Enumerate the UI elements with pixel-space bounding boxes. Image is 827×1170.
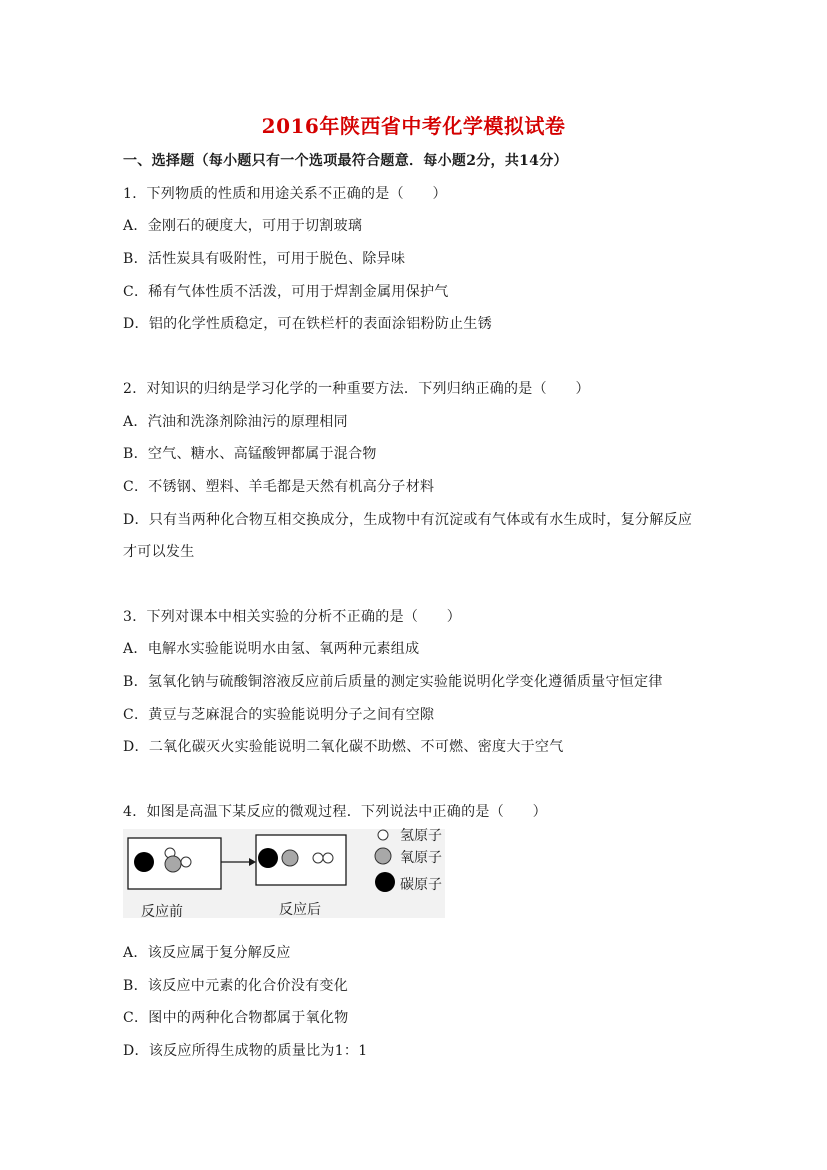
question-1-stem: 1．下列物质的性质和用途关系不正确的是（ ） [123, 186, 447, 202]
question-4-option-a: A．该反应属于复分解反应 [123, 945, 291, 961]
legend-oxygen-icon [375, 848, 391, 864]
carbon-atom-after [258, 848, 278, 868]
question-2-option-d-continued: 才可以发生 [123, 544, 195, 560]
question-2-option-a: A．汽油和洗涤剂除油污的原理相同 [123, 414, 348, 430]
section-heading: 一、选择题（每小题只有一个选项最符合题意．每小题2分，共14分） [123, 153, 568, 169]
question-1-option-a: A．金刚石的硬度大，可用于切割玻璃 [123, 218, 363, 234]
question-3-stem: 3．下列对课本中相关实验的分析不正确的是（ ） [123, 609, 462, 625]
hydrogen-atom-before-2 [181, 857, 191, 867]
question-2-option-c: C．不锈钢、塑料、羊毛都是天然有机高分子材料 [123, 479, 435, 495]
oxygen-atom-before [165, 856, 181, 872]
reaction-diagram [123, 829, 445, 918]
legend-oxygen-label: 氧原子 [400, 850, 442, 866]
question-4-option-c: C．图中的两种化合物都属于氧化物 [123, 1010, 349, 1026]
question-3-option-c: C．黄豆与芝麻混合的实验能说明分子之间有空隙 [123, 707, 435, 723]
before-label: 反应前 [141, 904, 183, 920]
question-4-option-d: D．该反应所得生成物的质量比为1：1 [123, 1043, 368, 1059]
carbon-atom-before [134, 852, 154, 872]
question-2-option-d: D．只有当两种化合物互相交换成分，生成物中有沉淀或有气体或有水生成时，复分解反应 [123, 512, 693, 528]
legend-carbon-label: 碳原子 [400, 877, 442, 893]
question-3-option-a: A．电解水实验能说明水由氢、氧两种元素组成 [123, 641, 420, 657]
question-2-stem: 2．对知识的归纳是学习化学的一种重要方法．下列归纳正确的是（ ） [123, 381, 590, 397]
question-1-option-d: D．铝的化学性质稳定，可在铁栏杆的表面涂铝粉防止生锈 [123, 316, 493, 332]
legend-hydrogen-label: 氢原子 [400, 828, 442, 844]
question-4-stem: 4．如图是高温下某反应的微观过程．下列说法中正确的是（ ） [123, 804, 547, 820]
question-2-option-b: B．空气、糖水、高锰酸钾都属于混合物 [123, 446, 377, 462]
after-label: 反应后 [279, 902, 321, 918]
legend-hydrogen-icon [378, 830, 388, 840]
question-4-option-b: B．该反应中元素的化合价没有变化 [123, 978, 349, 994]
oxygen-atom-after [282, 850, 298, 866]
exam-title: 2016年陕西省中考化学模拟试卷 [261, 114, 566, 138]
hydrogen-atom-after-1 [313, 853, 323, 863]
hydrogen-atom-after-2 [323, 853, 333, 863]
question-3-option-b: B．氢氧化钠与硫酸铜溶液反应前后质量的测定实验能说明化学变化遵循质量守恒定律 [123, 674, 663, 690]
question-1-option-b: B．活性炭具有吸附性，可用于脱色、除异味 [123, 251, 406, 267]
legend-carbon-icon [375, 872, 395, 892]
question-1-option-c: C．稀有气体性质不活泼，可用于焊割金属用保护气 [123, 284, 449, 300]
question-3-option-d: D．二氧化碳灭火实验能说明二氧化碳不助燃、不可燃、密度大于空气 [123, 739, 564, 755]
